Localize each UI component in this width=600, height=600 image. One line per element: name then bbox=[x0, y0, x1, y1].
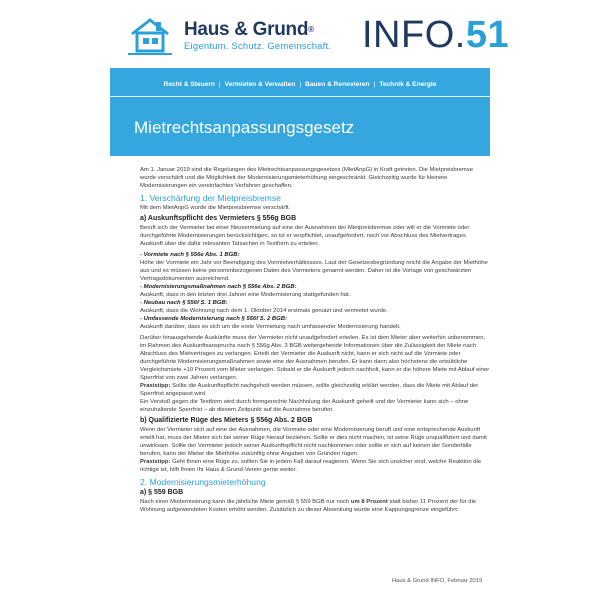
page-title: Mietrechtsanpassungsgesetz bbox=[134, 118, 355, 137]
nav-item-recht-steuern: Recht & Steuern bbox=[163, 80, 215, 88]
nav-divider bbox=[110, 96, 490, 97]
paragraph: Nach einer Modernisierung kann die jährliche Miete gemäß § 559 BGB nur noch um 8 Prozent statt bisher 11 Prozent der für die Wohnung aufgewendeten Kosten erhöht werden. Zusätzlich zu dieser Absenkung wurde eine Kappungsgrenze eingeführt: bbox=[140, 499, 477, 513]
title-band bbox=[110, 68, 490, 156]
info-number: INFO.51 bbox=[362, 14, 510, 56]
list-item-text: Auskunft, dass die Wohnung nach dem 1. Oktober 2014 erstmals genutzt und vermietet wurde. bbox=[140, 308, 388, 314]
brand-name: Haus & Grund® bbox=[184, 19, 314, 40]
section-heading: 1. Verschärfung der Mietpreisbremse bbox=[140, 193, 281, 203]
nav-separator: | bbox=[299, 80, 302, 88]
list-item-label: - Modernisierungsmaßnahmen nach § 556e Abs. 2 BGB: bbox=[140, 284, 297, 290]
list-item-label: - Neubau nach § 556f S. 1 BGB: bbox=[140, 300, 228, 306]
subsection-heading: a) Auskunftspflicht des Vermieters § 556g BGB bbox=[140, 215, 297, 222]
paragraph: Darüber hinausgehende Auskünfte muss der Vermieter nicht unaufgefordert erteilen. Es ist dem Mieter aber weiterhin unbenommen, im Rahmen des Auskunftsanspruchs nach § 556g Abs. 3 BGB weitergehende Informationen über die Zulässigkeit der Miete nach Abschluss des Mietvertrages zu verlangen. Erteilt der Vermieter die Auskunft nicht, kann er sich nicht auf die Vormiete oder durchgeführte Modernisierungsmaßnahmen sowie eine der Ausnahmen berufen. Er kann dann also höchstens die ortsübliche Vergleichsmiete +10 Prozent vom Mieter verlangen. Sobald er die Auskunft jedoch nachholt, kann er die höhere Miete mit Ablauf einer Sperrfrist von zwei Jahren verlangen. bbox=[140, 335, 490, 381]
nav-item-vermieten-verwalten: Vermieten & Verwalten bbox=[224, 80, 296, 88]
article-body bbox=[140, 166, 490, 517]
nav-item-technik-energie: Technik & Energie bbox=[379, 80, 437, 88]
list-item-label: - Vormiete nach § 556e Abs. 1 BGB: bbox=[140, 252, 240, 258]
practice-tip: Praxistipp: Geht Ihnen eine Rüge zu, sollten Sie in jedem Fall darauf reagieren. Wenn Sie sich unsicher sind, welche Reaktion die richtige ist, hilft Ihnen Ihr Haus & Grund-Verein gerne weiter. bbox=[140, 459, 482, 473]
paragraph: Wenn der Vermieter sich auf eine der Ausnahmen, die Vormiete oder eine Modernisierung beruft und eine entsprechende Auskunft erteilt hat, muss der Mieter sich bei seiner Rüge hierauf beziehen. Sollte er dies nicht machen, ist seine Rüge unqualifiziert und damit unwirksam. Sollte der Vermieter jedoch seiner Auskunftspflicht nicht nachkommen oder sollte er sich auf keinen der Sonderfälle berufen, kann der Mieter die Miethöhe zukünftig ohne Angaben von Gründen rügen. bbox=[140, 427, 487, 457]
nav-item-bauen-renovieren: Bauen & Renovieren bbox=[305, 80, 370, 88]
subsection-heading: a) § 559 BGB bbox=[140, 489, 184, 496]
paragraph: Ein Verstoß gegen die Textform wird durch formgerechte Nachholung der Auskunft geheilt und der Vermieter kann sich – ohne einzuhaltende Sperrfrist – ab diesem Zeitpunkt auf die Ausnahme berufen. bbox=[140, 399, 469, 413]
practice-tip: Praxistipp: Sollte die Auskunftspflicht nachgeholt werden müssen, sollte gleichzeitig erklärt werden, dass die Miete mit Ablauf der Sperrfrist angepasst wird. bbox=[140, 383, 479, 397]
section-lead: Mit dem MietAnpG wurde die Mietpreisbremse verschärft. bbox=[140, 205, 291, 211]
nav-separator: | bbox=[218, 80, 221, 88]
footer-text: Haus & Grund INFO, Februar 2019 bbox=[392, 578, 483, 584]
house-logo-icon bbox=[128, 16, 172, 56]
subsection-heading: b) Qualifizierte Rüge des Mieters § 556g Abs. 2 BGB bbox=[140, 417, 313, 424]
list-item-text: Höhe der Vormiete ein Jahr vor Beendigung des Vormietverhältnisses. Laut der Gesetzesbegründung reicht die Angabe der Miethöhe aus und es müssen keine personenbezogenen Daten des Vormieters genannt werden. Daher ist die Vorlage von geschwärzten Vertragsdokumenten ausreichend. bbox=[140, 260, 488, 282]
paragraph: Beruft sich der Vermieter bei einer Neuvermietung auf eine der Ausnahmen der Mietpreisbremse oder will er die Vormiete oder durchgeführte Modernisierungen berücksichtigen, so ist er verpflichtet, unaufgefordert, noch vor Abschluss des Mietvertrages Auskunft über die dafür relevanten Tatsachen in Textform zu erteilen. bbox=[140, 225, 470, 247]
nav-separator: | bbox=[373, 80, 376, 88]
brand bbox=[184, 20, 331, 52]
intro-paragraph: Am 1. Januar 2019 sind die Regelungen des Mietrechtsanpassungsgesetzes (MietAnpG) in Kraft getreten. Die Mietpreisbremse wurde verschärft und die Möglichkeit der Modernisierungsmieterhöhung eingeschränkt. Gleichzeitig wurde für kleinere Modernisierungen ein vereinfachtes Verfahren geschaffen. bbox=[140, 167, 473, 189]
list-item-label: - Umfassende Modernisierung nach § 556f S. 2 BGB: bbox=[140, 316, 287, 322]
list-item-text: Auskunft, dass in den letzten drei Jahren eine Modernisierung stattgefunden hat. bbox=[140, 292, 351, 298]
brand-tagline: Eigentum. Schutz. Gemeinschaft. bbox=[184, 41, 332, 52]
header bbox=[0, 0, 600, 68]
section-heading: 2. Modernisierungsmieterhöhung bbox=[140, 477, 266, 487]
list-item-text: Auskunft darüber, dass es sich um die erste Vermietung nach umfassender Modernisierung handelt. bbox=[140, 324, 401, 330]
exception-list bbox=[140, 251, 490, 331]
